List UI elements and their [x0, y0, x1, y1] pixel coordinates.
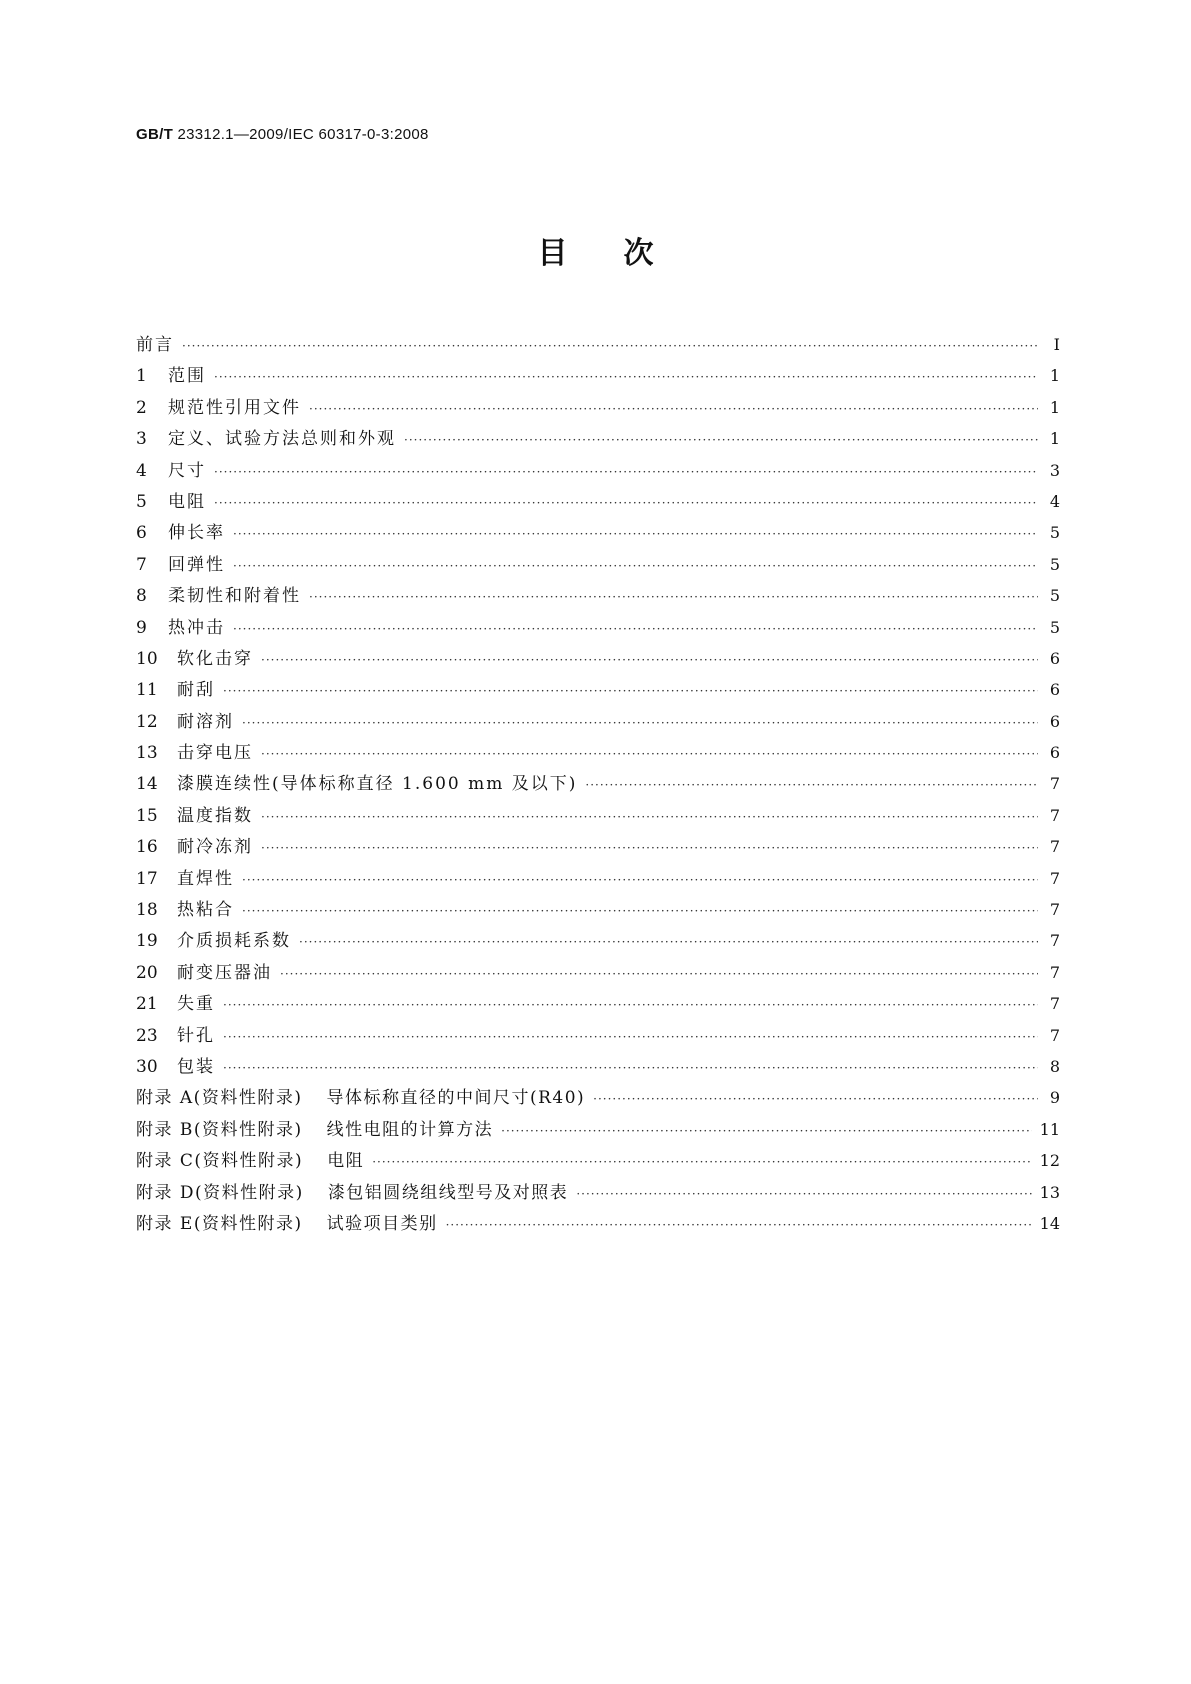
toc-leader-dots [309, 394, 1038, 425]
toc-entry-title: 前言 [136, 335, 174, 355]
toc-leader-dots [223, 1053, 1038, 1084]
toc-entry-number: 15 [136, 805, 158, 826]
toc-entry[interactable] [136, 329, 1060, 360]
standard-number: 23312.1—2009/IEC 60317-0-3:2008 [177, 126, 429, 143]
toc-entry-number: 12 [136, 711, 158, 732]
toc-entry[interactable] [136, 925, 1060, 956]
toc-entry-page: 7 [1049, 774, 1060, 794]
appendix-title: 试验项目类别 [326, 1213, 438, 1234]
toc-entry-number: 23 [136, 1025, 158, 1046]
toc-leader-dots [214, 488, 1038, 519]
appendix-page: 11 [1039, 1119, 1060, 1139]
toc-leader-dots [280, 959, 1038, 990]
appendix-page: 9 [1049, 1088, 1060, 1108]
toc-entry-number: 14 [136, 774, 158, 795]
toc-entry[interactable] [136, 706, 1060, 737]
toc-entry-number: 30 [136, 1056, 158, 1077]
appendix-page: 13 [1039, 1182, 1060, 1202]
toc-entry[interactable] [136, 360, 1060, 391]
toc-entry-title: 介质损耗系数 [177, 931, 291, 952]
toc-leader-dots [372, 1147, 1031, 1178]
toc-leader-dots [404, 425, 1038, 456]
toc-entry[interactable] [136, 768, 1060, 799]
toc-appendix-entry[interactable] [136, 1145, 1060, 1176]
appendix-title: 线性电阻的计算方法 [326, 1119, 494, 1140]
toc-entry-page: 7 [1049, 994, 1060, 1014]
toc-entry-page: 7 [1049, 868, 1060, 888]
toc-entry-title: 温度指数 [177, 805, 253, 826]
toc-leader-dots [242, 708, 1038, 739]
toc-entry-title: 直焊性 [177, 868, 234, 889]
toc-leader-dots [214, 457, 1038, 488]
toc-entry-title: 软化击穿 [177, 648, 253, 669]
toc-entry[interactable] [136, 800, 1060, 831]
toc-appendix-entry[interactable] [136, 1208, 1060, 1239]
toc-entry-number: 19 [136, 931, 158, 952]
toc-heading-char: 次 [623, 236, 654, 271]
toc-entry[interactable] [136, 580, 1060, 611]
toc-leader-dots [214, 362, 1038, 393]
appendix-label: 附录 E(资料性附录) [136, 1213, 303, 1234]
toc-entry-page: 5 [1049, 554, 1060, 574]
toc-entry-number: 3 [136, 429, 147, 450]
toc-entry-title: 失重 [177, 994, 215, 1015]
toc-leader-dots [593, 1084, 1038, 1115]
toc-entry-number: 18 [136, 900, 158, 921]
toc-entry[interactable] [136, 549, 1060, 580]
toc-entry[interactable] [136, 455, 1060, 486]
appendix-page: 14 [1039, 1213, 1060, 1233]
toc-leader-dots [242, 865, 1038, 896]
toc-entry-page: 6 [1049, 743, 1060, 763]
toc-appendix-entry[interactable] [136, 1082, 1060, 1113]
toc-entry-page: 5 [1049, 523, 1060, 543]
toc-entry-page: 6 [1049, 648, 1060, 668]
toc-leader-dots [299, 927, 1038, 958]
toc-leader-dots [585, 770, 1038, 801]
toc-entry-number: 16 [136, 837, 158, 858]
toc-entry-title: 耐刮 [177, 680, 215, 701]
toc-entry-title: 伸长率 [168, 523, 225, 544]
appendix-label: 附录 D(资料性附录) [136, 1182, 304, 1203]
toc-entry-number: 8 [136, 586, 147, 607]
toc-entry-number: 5 [136, 491, 147, 512]
toc-entry[interactable] [136, 863, 1060, 894]
toc-entry-page: 7 [1049, 962, 1060, 982]
toc-entry-page: 1 [1049, 429, 1060, 449]
toc-entry[interactable] [136, 1051, 1060, 1082]
toc-leader-dots [182, 331, 1038, 362]
toc-leader-dots [501, 1116, 1031, 1147]
toc-entry[interactable] [136, 674, 1060, 705]
toc-leader-dots [261, 739, 1038, 770]
toc-entry-page: 6 [1049, 711, 1060, 731]
toc-entry-page: 7 [1049, 1025, 1060, 1045]
toc-leader-dots [309, 582, 1038, 613]
toc-entry-number: 6 [136, 523, 147, 544]
appendix-label: 附录 B(资料性附录) [136, 1119, 303, 1140]
toc-entry-title: 击穿电压 [177, 743, 253, 764]
toc-entry-number: 7 [136, 554, 147, 575]
toc-leader-dots [261, 645, 1038, 676]
toc-entry[interactable] [136, 517, 1060, 548]
toc-entry-title: 回弹性 [168, 554, 225, 575]
toc-entry-number: 11 [136, 680, 158, 701]
toc-entry-page: 5 [1049, 617, 1060, 637]
toc-entry-page: 7 [1049, 837, 1060, 857]
toc-leader-dots [233, 519, 1038, 550]
toc-entry-title: 热粘合 [177, 900, 234, 921]
toc-entry-page: 7 [1049, 931, 1060, 951]
toc-entry[interactable] [136, 831, 1060, 862]
toc-heading-char: 目 [537, 236, 568, 271]
toc-entry-number: 10 [136, 648, 158, 669]
toc-entry-title: 耐变压器油 [177, 962, 272, 983]
document-header [136, 126, 429, 143]
toc-entry-title: 针孔 [177, 1025, 215, 1046]
toc-entry-number: 1 [136, 366, 147, 387]
toc-entry-page: 7 [1049, 805, 1060, 825]
toc-entry[interactable] [136, 988, 1060, 1019]
toc-leader-dots [261, 833, 1038, 864]
toc-heading [0, 228, 1191, 272]
toc-entry-page: 3 [1049, 460, 1060, 480]
appendix-title: 导体标称直径的中间尺寸(R40) [326, 1088, 586, 1109]
toc-entry-title: 尺寸 [168, 460, 206, 481]
toc-leader-dots [261, 802, 1038, 833]
toc-entry-page: 8 [1049, 1056, 1060, 1076]
toc-entry-title: 热冲击 [168, 617, 225, 638]
toc-entry-page: 7 [1049, 900, 1060, 920]
toc-entry-title: 包装 [177, 1056, 215, 1077]
toc-entry-page: 6 [1049, 680, 1060, 700]
toc-entry-number: 9 [136, 617, 147, 638]
toc-entry[interactable] [136, 423, 1060, 454]
toc-entry[interactable] [136, 392, 1060, 423]
toc-entry[interactable] [136, 612, 1060, 643]
toc-entry-page: Ⅰ [1053, 335, 1060, 354]
toc-entry-page: 1 [1049, 397, 1060, 417]
toc-entry-page: 4 [1049, 491, 1060, 511]
toc-leader-dots [223, 676, 1038, 707]
toc-leader-dots [223, 990, 1038, 1021]
toc-entry-title: 范围 [168, 366, 206, 387]
toc-appendix-entry[interactable] [136, 1114, 1060, 1145]
toc-leader-dots [223, 1022, 1038, 1053]
toc-entry-title: 规范性引用文件 [168, 397, 301, 418]
toc-entry-number: 2 [136, 397, 147, 418]
toc-leader-dots [233, 614, 1038, 645]
toc-entry-title: 柔韧性和附着性 [168, 586, 301, 607]
toc-entry[interactable] [136, 737, 1060, 768]
standard-prefix: GB/T [136, 126, 174, 143]
toc-entry-page: 1 [1049, 366, 1060, 386]
appendix-title: 电阻 [327, 1151, 365, 1172]
toc-entry-number: 21 [136, 994, 158, 1015]
toc-entry[interactable] [136, 894, 1060, 925]
toc-entry-number: 20 [136, 962, 158, 983]
appendix-label: 附录 C(资料性附录) [136, 1151, 304, 1172]
appendix-title: 漆包铝圆绕组线型号及对照表 [327, 1182, 569, 1203]
toc-appendix-entry[interactable] [136, 1177, 1060, 1208]
appendix-label: 附录 A(资料性附录) [136, 1088, 303, 1109]
toc-leader-dots [576, 1179, 1031, 1210]
toc-leader-dots [242, 896, 1038, 927]
toc-leader-dots [446, 1210, 1032, 1241]
toc-entry-title: 定义、试验方法总则和外观 [168, 429, 396, 450]
toc-entry-title: 电阻 [168, 491, 206, 512]
toc-entry-title: 耐溶剂 [177, 711, 234, 732]
appendix-page: 12 [1039, 1151, 1060, 1171]
toc-entry-title: 漆膜连续性(导体标称直径 1.600 mm 及以下) [177, 774, 578, 795]
toc-entry-number: 17 [136, 868, 158, 889]
toc-entry-number: 4 [136, 460, 147, 481]
toc-entry-title: 耐冷冻剂 [177, 837, 253, 858]
toc-entry-page: 5 [1049, 586, 1060, 606]
toc-entry[interactable] [136, 957, 1060, 988]
table-of-contents [136, 329, 1060, 1239]
toc-entry-number: 13 [136, 743, 158, 764]
toc-entry[interactable] [136, 486, 1060, 517]
toc-entry[interactable] [136, 643, 1060, 674]
toc-entry[interactable] [136, 1020, 1060, 1051]
toc-leader-dots [233, 551, 1038, 582]
